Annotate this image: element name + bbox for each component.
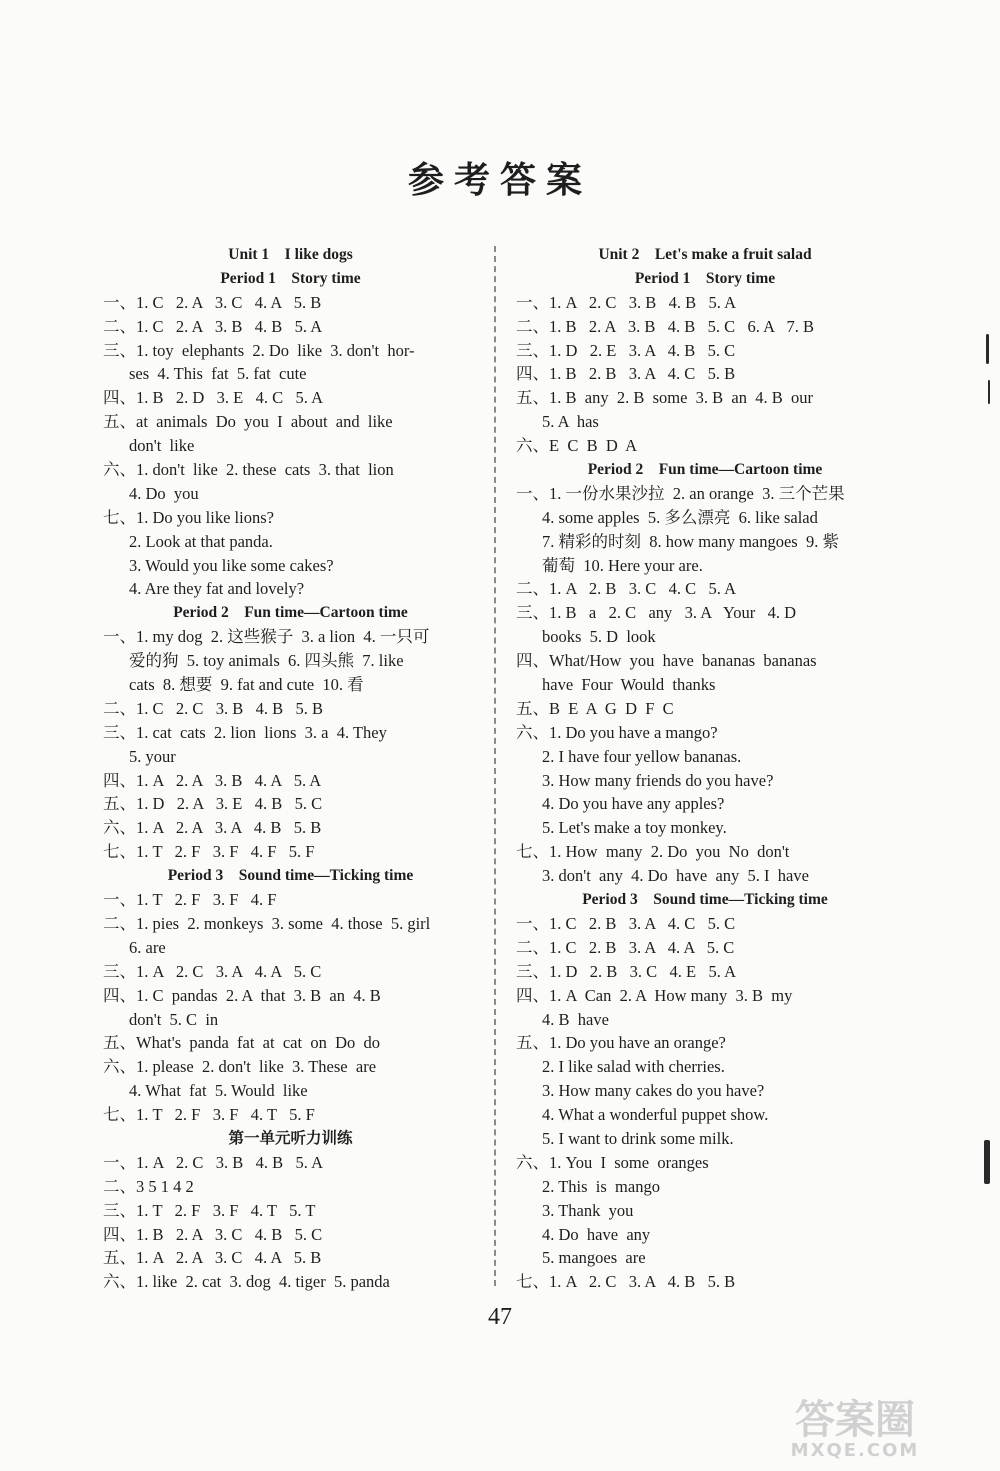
answer-line: 六、1. don't like 2. these cats 3. that lion: [103, 460, 394, 480]
column-divider: [494, 246, 496, 1286]
answer-line: 五、1. B any 2. B some 3. B an 4. B our: [516, 388, 813, 408]
answer-line: 4. Are they fat and lovely?: [129, 579, 305, 599]
answer-line: 四、1. C pandas 2. A that 3. B an 4. B: [103, 985, 381, 1005]
answer-line: 3. How many cakes do you have?: [542, 1081, 765, 1101]
answer-line: 七、1. T 2. F 3. F 4. F 5. F: [103, 842, 315, 862]
section-heading: Period 1 Story time: [220, 269, 361, 287]
answer-line: 六、1. please 2. don't like 3. These are: [103, 1057, 377, 1077]
answer-line: 一、1. 一份水果沙拉 2. an orange 3. 三个芒果: [516, 483, 845, 503]
answer-line: 3. Thank you: [542, 1200, 634, 1220]
answer-line: 六、1. A 2. A 3. A 4. B 5. B: [103, 818, 322, 838]
section-heading: Unit 2 Let's make a fruit salad: [598, 246, 812, 263]
answer-line: 四、1. B 2. A 3. C 4. B 5. C: [103, 1224, 323, 1244]
answer-line: 5. your: [129, 746, 176, 766]
answer-line: 五、1. Do you have an orange?: [516, 1033, 726, 1053]
answer-line: 爱的狗 5. toy animals 6. 四头熊 7. like: [129, 651, 404, 671]
watermark-logo: [730, 1397, 980, 1461]
scan-mark: [986, 334, 989, 364]
answer-line: 二、1. A 2. B 3. C 4. C 5. A: [516, 579, 737, 599]
answer-line: 4. Do you have any apples?: [542, 794, 725, 814]
answer-line: 三、1. toy elephants 2. Do like 3. don't hor-: [103, 340, 415, 360]
answer-line: 一、1. my dog 2. 这些猴子 3. a lion 4. 一只可: [103, 627, 430, 647]
answer-line: 三、1. D 2. E 3. A 4. B 5. C: [516, 340, 736, 360]
answer-line: cats 8. 想要 9. fat and cute 10. 看: [129, 675, 364, 695]
answer-line: 七、1. How many 2. Do you No don't: [516, 842, 790, 862]
answer-line: 二、1. C 2. A 3. B 4. B 5. A: [103, 316, 323, 336]
answer-line: 3. Would you like some cakes?: [129, 555, 334, 575]
section-heading: Period 2 Fun time—Cartoon time: [173, 604, 408, 622]
answer-line: 三、1. B a 2. C any 3. A Your 4. D: [516, 603, 797, 623]
answer-line: 2. I like salad with cherries.: [542, 1057, 725, 1077]
answer-line: 3. How many friends do you have?: [542, 770, 774, 790]
answer-line: don't 5. C in: [129, 1009, 219, 1029]
section-heading: Period 1 Story time: [634, 269, 776, 287]
answer-line: 三、1. A 2. C 3. A 4. A 5. C: [103, 961, 322, 981]
answer-line: 2. I have four yellow bananas.: [542, 746, 742, 766]
section-heading: Period 2 Fun time—Cartoon time: [587, 461, 823, 479]
answer-line: 5. I want to drink some milk.: [542, 1128, 734, 1148]
answer-line: 四、1. A 2. A 3. B 4. A 5. A: [103, 770, 322, 790]
answer-line: 六、1. Do you have a mango?: [516, 722, 718, 742]
answer-line: 4. What a wonderful puppet show.: [542, 1105, 769, 1125]
answer-line: 7. 精彩的时刻 8. how many mangoes 9. 紫: [542, 531, 839, 551]
answer-line: 五、1. D 2. A 3. E 4. B 5. C: [103, 794, 323, 814]
answer-line: 三、1. cat cats 2. lion lions 3. a 4. They: [103, 722, 387, 742]
answer-line: 葡萄 10. Here your are.: [542, 555, 703, 575]
answer-line: 2. Look at that panda.: [129, 531, 273, 551]
answer-line: 二、1. C 2. B 3. A 4. A 5. C: [516, 937, 735, 957]
answer-line: 七、1. A 2. C 3. A 4. B 5. B: [516, 1272, 736, 1292]
answer-line: 4. Do have any: [542, 1224, 651, 1244]
answer-line: 五、B E A G D F C: [516, 698, 674, 718]
answer-line: 四、1. A Can 2. A How many 3. B my: [516, 985, 793, 1005]
answer-line: 五、What's panda fat at cat on Do do: [103, 1033, 380, 1053]
answer-line: 七、1. Do you like lions?: [103, 507, 274, 527]
section-heading: 第一单元听力训练: [228, 1129, 353, 1147]
page-title: 参考答案: [407, 159, 592, 201]
answer-line: 一、1. C 2. B 3. A 4. C 5. C: [516, 913, 736, 933]
answer-line: 四、What/How you have bananas bananas: [516, 651, 817, 671]
scan-mark: [984, 1140, 990, 1184]
answer-line: 4. What fat 5. Would like: [129, 1081, 308, 1101]
answer-line: have Four Would thanks: [542, 675, 716, 695]
answer-line: 七、1. T 2. F 3. F 4. T 5. F: [103, 1105, 315, 1125]
answer-line: 二、1. C 2. C 3. B 4. B 5. B: [103, 698, 324, 718]
answer-line: 6. are: [129, 937, 166, 957]
answer-line: 五、1. A 2. A 3. C 4. A 5. B: [103, 1248, 322, 1268]
answer-line: 一、1. T 2. F 3. F 4. F: [103, 890, 277, 910]
section-heading: Unit 1 I like dogs: [228, 246, 353, 263]
answer-line: 3. don't any 4. Do have any 5. I have: [542, 866, 809, 886]
answer-line: 四、1. B 2. D 3. E 4. C 5. A: [103, 388, 324, 408]
right-column: [516, 243, 894, 1294]
answer-line: 4. some apples 5. 多么漂亮 6. like salad: [542, 507, 818, 527]
answer-line: 四、1. B 2. B 3. A 4. C 5. B: [516, 364, 736, 384]
answer-line: 六、1. like 2. cat 3. dog 4. tiger 5. panda: [103, 1272, 390, 1292]
watermark-main: 答案圈: [795, 1397, 915, 1443]
answer-line: 五、at animals Do you I about and like: [103, 412, 393, 432]
page-number: 47: [488, 1304, 512, 1330]
answer-line: 三、1. T 2. F 3. F 4. T 5. T: [103, 1200, 316, 1220]
answer-line: 一、1. C 2. A 3. C 4. A 5. B: [103, 292, 322, 312]
scan-mark: [988, 380, 990, 404]
answer-line: 5. Let's make a toy monkey.: [542, 818, 727, 838]
answer-line: 5. mangoes are: [542, 1248, 646, 1268]
answer-line: 二、1. pies 2. monkeys 3. some 4. those 5. girl: [103, 913, 431, 933]
section-heading: Period 3 Sound time—Ticking time: [582, 891, 828, 909]
section-heading: Period 3 Sound time—Ticking time: [167, 867, 414, 885]
answer-line: 六、1. You I some oranges: [516, 1152, 709, 1172]
answer-line: 4. Do you: [129, 483, 199, 503]
left-column: [103, 243, 478, 1294]
answer-line: 2. This is mango: [542, 1176, 660, 1196]
answer-line: 一、1. A 2. C 3. B 4. B 5. A: [103, 1152, 324, 1172]
answer-line: don't like: [129, 436, 195, 456]
answer-line: 一、1. A 2. C 3. B 4. B 5. A: [516, 292, 737, 312]
answer-line: 4. B have: [542, 1009, 609, 1029]
answer-line: books 5. D look: [542, 627, 656, 647]
answer-line: 5. A has: [542, 412, 599, 432]
watermark-sub: MXQE.COM: [790, 1440, 920, 1461]
answer-line: ses 4. This fat 5. fat cute: [129, 364, 307, 384]
answer-line: 三、1. D 2. B 3. C 4. E 5. A: [516, 961, 737, 981]
answer-line: 二、1. B 2. A 3. B 4. B 5. C 6. A 7. B: [516, 316, 814, 336]
answer-line: 二、3 5 1 4 2: [103, 1176, 194, 1196]
answer-line: 六、E C B D A: [516, 436, 638, 456]
